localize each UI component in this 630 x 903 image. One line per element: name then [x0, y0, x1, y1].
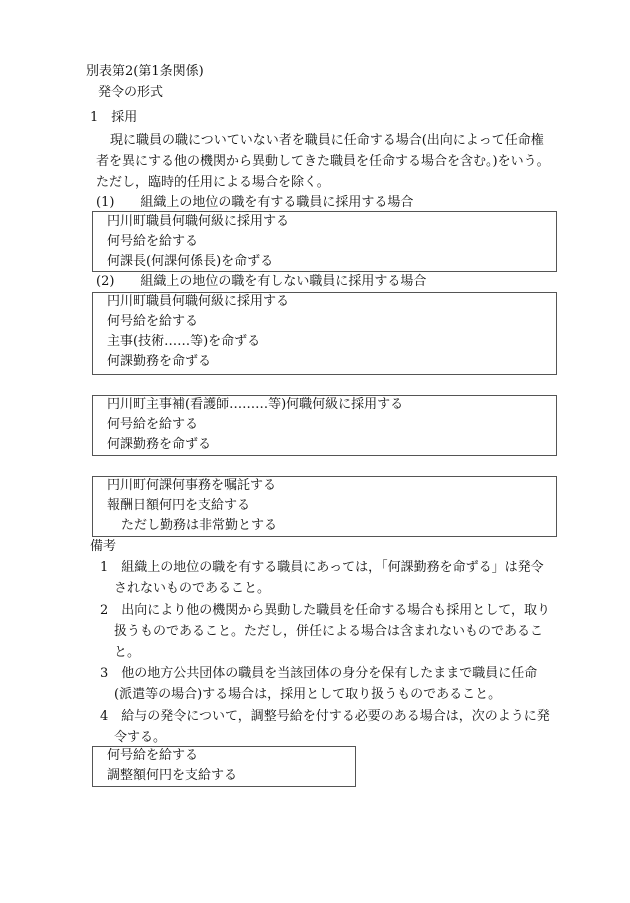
note-line: 扱うものであること。ただし，併任による場合は含まれないものであるこ: [114, 624, 544, 639]
note-line: 4 給与の発令について，調整号給を付する必要のある場合は，次のように発: [100, 709, 550, 724]
note-line: (派遣等の場合)する場合は，採用として取り扱うものであること。: [114, 687, 502, 702]
paragraph-line: 者を異にする他の機関から異動してきた職員を任命する場合を含む。)をいう。: [96, 154, 550, 169]
box-line: 調整額何円を支給する: [107, 768, 238, 783]
box-line: 何課勤務を命ずる: [107, 437, 212, 452]
note-line: 2 出向により他の機関から異動した職員を任命する場合も採用として，取り: [100, 603, 551, 618]
form-box: [92, 211, 557, 272]
form-box: [92, 395, 557, 456]
box-line: 何号給を給する: [107, 417, 199, 432]
box-line: 円川町職員何職何級に採用する: [107, 214, 290, 229]
box-line: 何号給を給する: [107, 748, 199, 763]
box-line: 報酬日額何円を支給する: [107, 498, 251, 513]
item-heading: (2) 組織上の地位の職を有しない職員に採用する場合: [96, 274, 427, 289]
paragraph-line: 現に職員の職についていない者を職員に任命する場合(出向によって任命権: [110, 133, 544, 148]
note-line: 令する。: [114, 730, 167, 745]
note-line: 3 他の地方公共団体の職員を当該団体の身分を保有したままで職員に任命: [100, 666, 538, 681]
box-line: 何号給を給する: [107, 234, 199, 249]
box-line: 何号給を給する: [107, 314, 199, 329]
note-line: 1 組織上の地位の職を有する職員にあっては，「何課勤務を命ずる」は発令: [100, 560, 544, 575]
box-line: 円川町職員何職何級に採用する: [107, 294, 290, 309]
box-line: 円川町何課何事務を嘱託する: [107, 478, 277, 493]
note-line: されないものであること。: [114, 581, 271, 596]
box-line: 主事(技術……等)を命ずる: [107, 334, 261, 349]
section-heading: 1 採用: [90, 110, 138, 125]
box-line: 円川町主事補(看護師………等)何職何級に採用する: [107, 397, 404, 412]
form-box: [92, 476, 557, 537]
subtitle: 発令の形式: [98, 85, 164, 100]
item-heading: (1) 組織上の地位の職を有する職員に採用する場合: [96, 195, 414, 210]
paragraph-line: ただし，臨時的任用による場合を除く。: [96, 175, 330, 190]
notes-heading: 備考: [90, 539, 117, 554]
box-line: 何課長(何課何係長)を命ずる: [107, 254, 274, 269]
note-line: と。: [114, 645, 141, 660]
box-line: ただし勤務は非常勤とする: [121, 518, 278, 533]
form-box: [92, 292, 557, 375]
form-box: [92, 746, 356, 787]
table-title: 別表第2(第1条関係): [86, 64, 204, 79]
box-line: 何課勤務を命ずる: [107, 354, 212, 369]
